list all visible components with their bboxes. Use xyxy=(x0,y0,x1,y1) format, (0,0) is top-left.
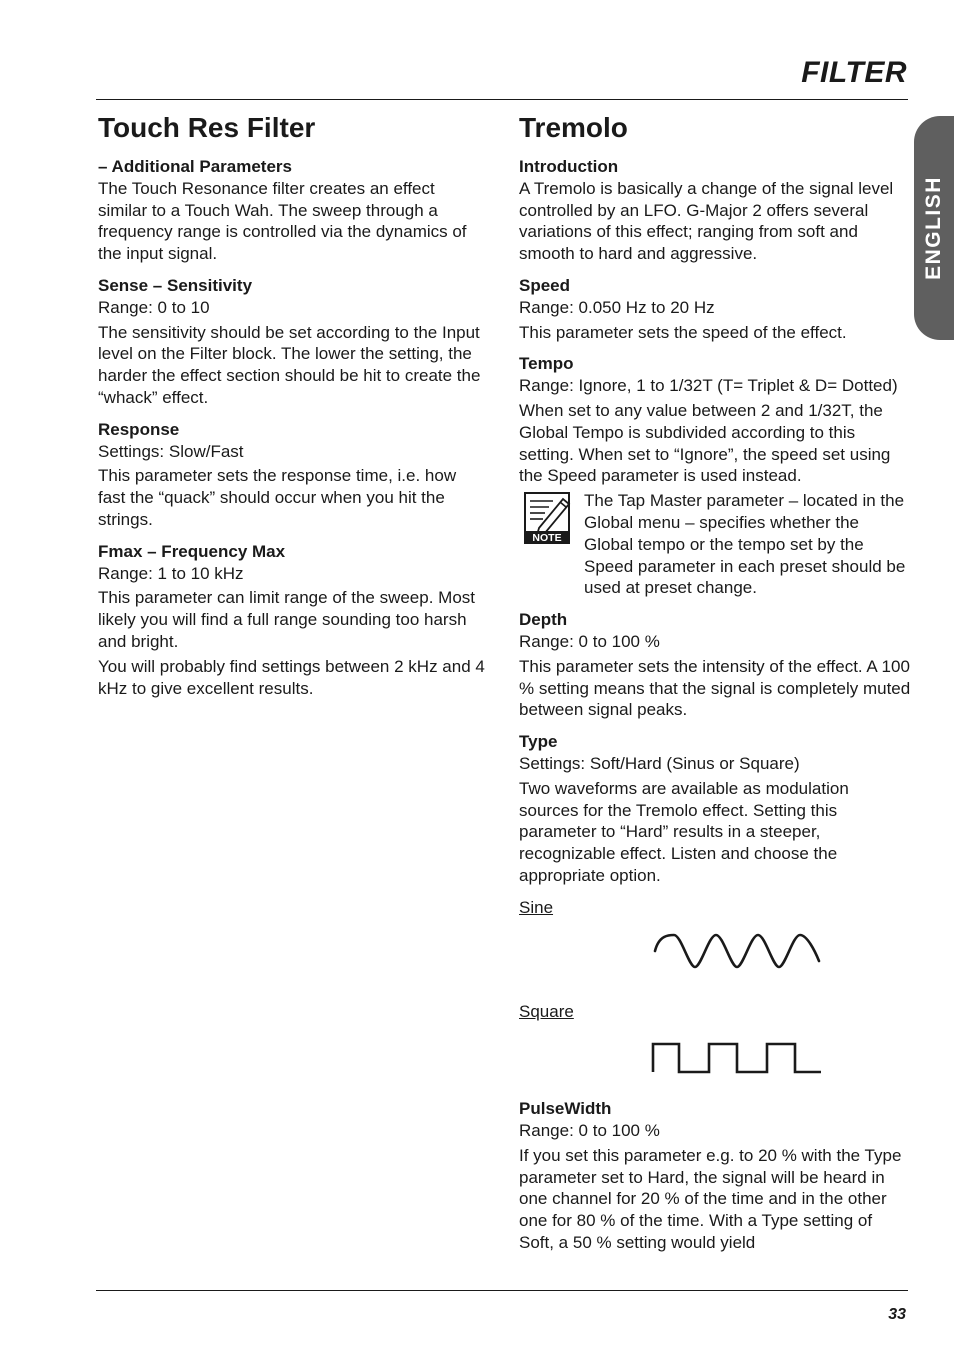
section-fmax xyxy=(98,541,488,700)
range-text: Range: 1 to 10 kHz xyxy=(98,563,244,583)
sine-wave-diagram xyxy=(651,931,827,971)
section-title-tremolo: Tremolo xyxy=(519,112,628,143)
sine-label: Sine xyxy=(519,897,554,917)
section-type xyxy=(519,731,911,887)
right-column xyxy=(519,112,911,1264)
chapter-title: FILTER xyxy=(801,56,907,89)
paragraph: This parameter can limit range of the sweep. Most likely you will find a full range sounding too harsh and bright. xyxy=(98,588,475,651)
note-pencil-icon xyxy=(523,490,573,546)
subheading: Tempo xyxy=(519,354,574,374)
left-column xyxy=(98,112,488,709)
square-label: Square xyxy=(519,1001,574,1021)
note-box xyxy=(519,490,911,599)
paragraph: A Tremolo is basically a change of the signal level controlled by an LFO. G-Major 2 offers several variations of this effect; ranging from soft and smooth to hard and aggressive. xyxy=(519,178,894,264)
subheading: Sense – Sensitivity xyxy=(98,275,253,295)
subheading: Introduction xyxy=(519,157,619,176)
section-pulsewidth xyxy=(519,1098,911,1254)
range-text: Range: 0.050 Hz to 20 Hz xyxy=(519,297,715,317)
subheading: Fmax – Frequency Max xyxy=(98,541,286,561)
range-text: Range: Ignore, 1 to 1/32T (T= Triplet & D= Dotted) xyxy=(519,376,898,396)
subheading: Depth xyxy=(519,610,568,630)
language-tab-label: ENGLISH xyxy=(922,176,945,280)
page-number: 33 xyxy=(888,1306,906,1323)
paragraph: The sensitivity should be set according to the Input level on the Filter block. The lower the setting, the harder the effect section should be hit to create the “whack” effect. xyxy=(98,322,481,407)
paragraph: This parameter sets the speed of the effect. xyxy=(519,322,847,342)
section-additional-parameters xyxy=(98,156,488,265)
section-response xyxy=(98,419,488,531)
square-wave-diagram xyxy=(651,1040,827,1076)
paragraph: The Touch Resonance filter creates an effect similar to a Touch Wah. The sweep through a frequency range is controlled via the dynamics of the input signal. xyxy=(98,178,467,264)
footer-rule xyxy=(96,1290,908,1291)
paragraph: You will probably find settings between 2 kHz and 4 kHz to give excellent results. xyxy=(98,656,485,698)
subheading: – Additional Parameters xyxy=(98,157,292,176)
header-rule xyxy=(96,99,908,100)
section-tempo xyxy=(519,353,911,487)
section-speed xyxy=(519,275,911,343)
subheading: Response xyxy=(98,419,180,439)
paragraph: If you set this parameter e.g. to 20 % with the Type parameter set to Hard, the signal will be heard in one channel for 20 % of the time and in the other one for 80 % of the time. With a Type setting of Soft, a 50 % setting would yield xyxy=(519,1145,902,1253)
subheading: Type xyxy=(519,732,558,752)
section-depth xyxy=(519,609,911,721)
settings-text: Settings: Soft/Hard (Sinus or Square) xyxy=(519,753,800,773)
range-text: Range: 0 to 100 % xyxy=(519,1121,660,1141)
paragraph: When set to any value between 2 and 1/32T, the Global Tempo is subdivided according to this setting. When set to “Ignore”, the speed set using the Speed parameter is used instead. xyxy=(519,400,891,486)
note-icon-label: NOTE xyxy=(532,532,562,545)
section-introduction xyxy=(519,156,911,265)
paragraph: This parameter sets the intensity of the effect. A 100 % setting means that the signal is completely muted between signal peaks. xyxy=(519,656,911,720)
subheading: Speed xyxy=(519,275,571,295)
settings-text: Settings: Slow/Fast xyxy=(98,441,244,461)
section-sensitivity xyxy=(98,275,488,409)
subheading: PulseWidth xyxy=(519,1099,612,1119)
section-title-touch-res-filter: Touch Res Filter xyxy=(98,112,316,143)
range-text: Range: 0 to 100 % xyxy=(519,631,660,651)
range-text: Range: 0 to 10 xyxy=(98,297,210,317)
note-text: The Tap Master parameter – located in the Global menu – specifies whether the Global tempo or the tempo set by the Speed parameter in each preset should be used at preset change. xyxy=(584,491,906,598)
paragraph: This parameter sets the response time, i.e. how fast the “quack” should occur when you hit the strings. xyxy=(98,466,457,529)
language-tab xyxy=(914,116,954,340)
paragraph: Two waveforms are available as modulation sources for the Tremolo effect. Setting this parameter to “Hard” results in a steeper, recognizable effect. Listen and choose the appropriate option. xyxy=(519,778,849,885)
